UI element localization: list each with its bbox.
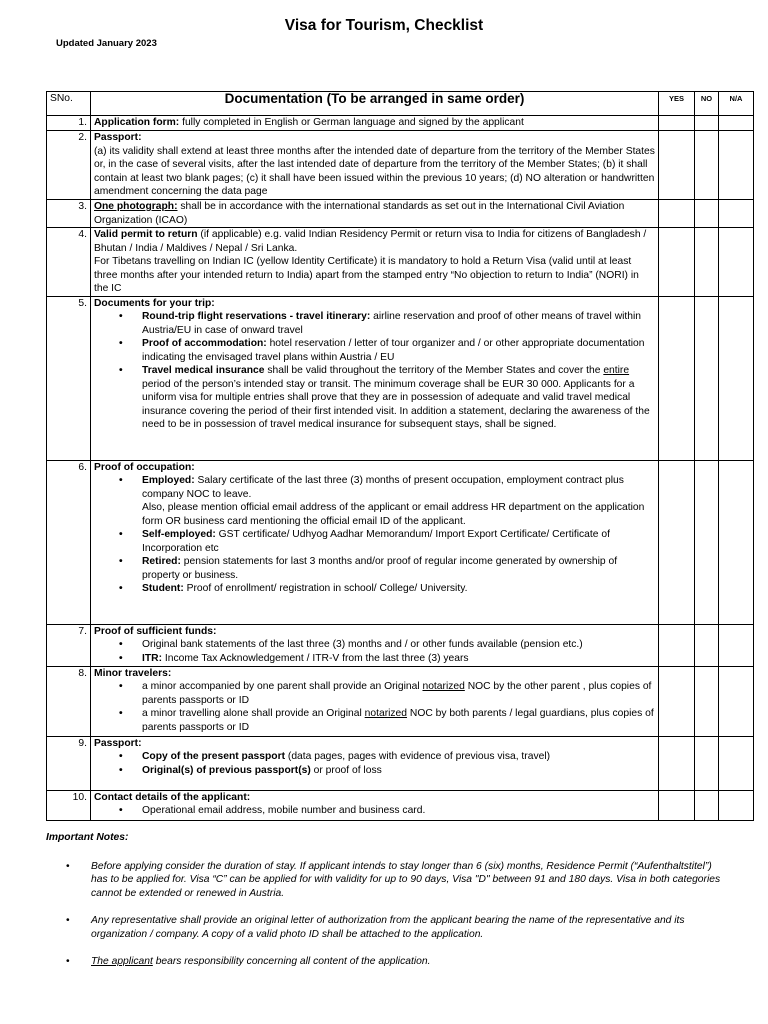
row-number: 6. — [47, 460, 91, 624]
list-item — [142, 337, 655, 364]
list-item — [142, 804, 655, 818]
row-number: 9. — [47, 736, 91, 790]
item-label: Original(s) of previous passport(s) — [142, 764, 311, 776]
note-text: Any representative shall provide an original letter of authorization from the applicant bearing the name of the representative and its organization / company. A copy of a valid photo ID shall be attached to the application. — [91, 915, 685, 940]
row-number: 7. — [47, 624, 91, 666]
table-row — [47, 116, 754, 131]
item-label: Student: — [142, 583, 184, 594]
bullet-icon: • — [66, 956, 70, 967]
row-number: 4. — [47, 228, 91, 297]
yes-checkbox-cell[interactable] — [659, 131, 695, 200]
no-checkbox-cell[interactable] — [695, 131, 719, 200]
table-header-row — [47, 92, 754, 116]
yes-checkbox-cell[interactable] — [659, 296, 695, 460]
item-text: a minor travelling alone shall provide an Original — [142, 708, 365, 719]
item-label: Self-employed: — [142, 529, 216, 540]
item-text: NOC by both parents / legal guardians, plus copies of parents passports or ID — [142, 708, 654, 733]
row-content — [91, 116, 659, 131]
note-item — [46, 860, 726, 901]
table-row — [47, 624, 754, 666]
note-item — [46, 955, 726, 969]
list-item — [142, 707, 655, 734]
list-item — [142, 764, 655, 778]
row-content — [91, 200, 659, 228]
item-text: GST certificate/ Udhyog Aadhar Memorandum/ Import Export Certificate/ Certificate of Incorporation etc — [142, 529, 610, 554]
list-item — [142, 638, 655, 652]
row-text: fully completed in English or German language and signed by the applicant — [179, 117, 524, 128]
note-item — [46, 914, 726, 941]
item-text: Income Tax Acknowledgement / ITR-V from the last three (3) years — [162, 652, 469, 664]
bullet-list — [94, 750, 655, 777]
item-label: Travel medical insurance — [142, 365, 265, 376]
item-text: shall be valid throughout the territory of the Member States and cover the — [264, 365, 604, 376]
row-label: Contact details of the applicant: — [94, 791, 251, 803]
no-checkbox-cell[interactable] — [695, 624, 719, 666]
list-item — [142, 652, 655, 666]
yes-checkbox-cell[interactable] — [659, 460, 695, 624]
list-item — [142, 750, 655, 764]
item-label: Proof of accommodation: — [142, 338, 267, 349]
yes-checkbox-cell[interactable] — [659, 228, 695, 297]
item-text: or proof of loss — [310, 764, 382, 776]
item-label: Round-trip flight reservations - travel itinerary: — [142, 311, 371, 322]
yes-checkbox-cell[interactable] — [659, 790, 695, 820]
no-checkbox-cell[interactable] — [695, 666, 719, 736]
table-row — [47, 200, 754, 228]
na-checkbox-cell[interactable] — [719, 296, 754, 460]
row-label: Application form: — [94, 117, 180, 128]
table-row — [47, 296, 754, 460]
yes-header: YES — [659, 92, 695, 116]
row-number: 8. — [47, 666, 91, 736]
row-text: (a) its validity shall extend at least three months after the intended date of departure from the territory of the Member States or, in the case of several visits, after the last intended date of departure from the territory of the Member States; (b) it shall contain at least two blank pages; (c) it shall have been issued within the previous 10 years; (d) NO alteration or handwritten amendment concerning the data page — [94, 145, 655, 197]
bullet-list — [94, 680, 655, 734]
na-checkbox-cell[interactable] — [719, 736, 754, 790]
no-checkbox-cell[interactable] — [695, 228, 719, 297]
item-text: Operational email address, mobile number and business card. — [142, 805, 426, 816]
important-notes — [46, 831, 726, 983]
row-content — [91, 131, 659, 200]
yes-checkbox-cell[interactable] — [659, 666, 695, 736]
no-checkbox-cell[interactable] — [695, 460, 719, 624]
table-row — [47, 736, 754, 790]
documentation-header: Documentation (To be arranged in same order) — [91, 92, 659, 116]
note-text: Before applying consider the duration of stay. If applicant intends to stay longer than 6 (six) months, Residence Permit (“Aufenthaltstitel”) has to be applied for. Visa “C” can be applied for with validity for up to 90 days, Visa "D" between 91 and 180 days. Visa in both categories cannot be extended or renewed in Austria. — [91, 860, 721, 899]
item-text: a minor accompanied by one parent shall provide an Original — [142, 681, 423, 692]
row-label: Passport: — [94, 132, 142, 143]
yes-checkbox-cell[interactable] — [659, 116, 695, 131]
yes-checkbox-cell[interactable] — [659, 624, 695, 666]
row-content — [91, 790, 659, 820]
note-underlined-text: The applicant — [91, 956, 153, 967]
row-content — [91, 666, 659, 736]
row-content — [91, 296, 659, 460]
item-text: Proof of enrollment/ registration in school/ College/ University. — [183, 583, 468, 594]
no-checkbox-cell[interactable] — [695, 296, 719, 460]
item-label: Employed: — [142, 475, 195, 486]
updated-date: Updated January 2023 — [56, 38, 157, 49]
item-underlined-text: notarized — [364, 708, 408, 719]
list-item — [142, 680, 655, 707]
list-item — [142, 582, 655, 596]
na-checkbox-cell[interactable] — [719, 228, 754, 297]
na-checkbox-cell[interactable] — [719, 666, 754, 736]
row-number: 10. — [47, 790, 91, 820]
bullet-list — [94, 804, 655, 818]
row-content — [91, 460, 659, 624]
row-label: Passport: — [94, 737, 142, 749]
row-number: 3. — [47, 200, 91, 228]
checklist-table — [46, 91, 754, 821]
item-text: period of the person’s intended stay or transit. The minimum coverage shall be EUR 30 000. Applicants for a uniform visa for multiple entries shall prove that they are in possession of adequate and valid travel medical insurance covering the period of their first intended visit. In addition a statement, declaring the awareness of the need to be in possession of travel medical insurance for subsequent stays, shall be signed. — [142, 378, 650, 430]
list-item — [142, 364, 655, 432]
row-text-continued: For Tibetans travelling on Indian IC (yellow Identity Certificate) it is mandatory to hold a Return Visa (valid until at least three months after your intended return to India) apart from the stamped entry “No objection to return to India” (NORI) in the IC — [94, 256, 639, 294]
list-item — [142, 528, 655, 555]
table-row — [47, 228, 754, 297]
item-label: Copy of the present passport — [142, 751, 286, 762]
row-label: Proof of occupation: — [94, 461, 195, 473]
item-text: Original bank statements of the last three (3) months and / or other funds available (pension etc.) — [142, 639, 583, 650]
note-text: bears responsibility concerning all content of the application. — [152, 956, 431, 967]
item-text-continued: Also, please mention official email address of the applicant or email address HR department on the application form OR business card mentioning the official email ID of the applicant. — [142, 502, 645, 527]
item-text: Salary certificate of the last three (3) months of present occupation, employment contract plus company NOC to leave. — [142, 475, 624, 500]
item-text: (data pages, pages with evidence of previous visa, travel) — [285, 751, 551, 762]
row-label: Valid permit to return — [94, 229, 198, 240]
notes-title: Important Notes: — [46, 832, 129, 843]
item-underlined-text: notarized — [422, 681, 465, 692]
row-label: Documents for your trip: — [94, 297, 215, 309]
page-title: Visa for Tourism, Checklist — [284, 17, 484, 34]
row-number: 2. — [47, 131, 91, 200]
bullet-icon: • — [66, 915, 70, 926]
yes-checkbox-cell[interactable] — [659, 200, 695, 228]
row-label: One photograph: — [94, 201, 178, 212]
item-text: airline reservation and proof of other means of travel within Austria/EU in case of onward travel — [142, 311, 642, 336]
bullet-list — [94, 638, 655, 665]
row-number: 1. — [47, 116, 91, 131]
list-item — [142, 474, 655, 528]
table-row — [47, 460, 754, 624]
list-item — [142, 310, 655, 337]
item-text: pension statements for last 3 months and/or proof of regular income generated by ownership of property or business. — [142, 556, 618, 581]
row-text: (if applicable) e.g. valid Indian Residency Permit or return visa to India for citizens of Bangladesh / Bhutan / India / Maldives / Nepal / Sri Lanka. — [94, 229, 647, 254]
na-checkbox-cell[interactable] — [719, 790, 754, 820]
row-label: Proof of sufficient funds: — [94, 625, 217, 637]
table-row — [47, 666, 754, 736]
item-underlined-text: entire — [603, 365, 630, 376]
bullet-icon: • — [66, 860, 70, 872]
item-text: NOC by the other parent , plus copies of parents passports or ID — [142, 681, 652, 706]
row-content — [91, 736, 659, 790]
bullet-list — [94, 310, 655, 432]
na-checkbox-cell[interactable] — [719, 116, 754, 131]
table-row — [47, 790, 754, 820]
na-checkbox-cell[interactable] — [719, 131, 754, 200]
row-number: 5. — [47, 296, 91, 460]
no-checkbox-cell[interactable] — [695, 790, 719, 820]
bullet-list — [94, 474, 655, 596]
list-item — [142, 555, 655, 582]
row-content — [91, 228, 659, 297]
yes-checkbox-cell[interactable] — [659, 736, 695, 790]
na-header: N/A — [719, 92, 754, 116]
sno-header: SNo. — [47, 92, 91, 116]
row-content — [91, 624, 659, 666]
item-text: hotel reservation / letter of tour organizer and / or other appropriate documentation indicating the envisaged travel plans within Austria / EU — [142, 338, 645, 363]
no-checkbox-cell[interactable] — [695, 200, 719, 228]
item-label: ITR: — [142, 652, 163, 664]
na-checkbox-cell[interactable] — [719, 200, 754, 228]
no-header: NO — [695, 92, 719, 116]
no-checkbox-cell[interactable] — [695, 116, 719, 131]
row-text: shall be in accordance with the international standards as set out in the International Civil Aviation Organization (ICAO) — [94, 201, 625, 226]
table-row — [47, 131, 754, 200]
na-checkbox-cell[interactable] — [719, 460, 754, 624]
na-checkbox-cell[interactable] — [719, 624, 754, 666]
item-label: Retired: — [142, 556, 181, 567]
row-label: Minor travelers: — [94, 667, 172, 679]
no-checkbox-cell[interactable] — [695, 736, 719, 790]
